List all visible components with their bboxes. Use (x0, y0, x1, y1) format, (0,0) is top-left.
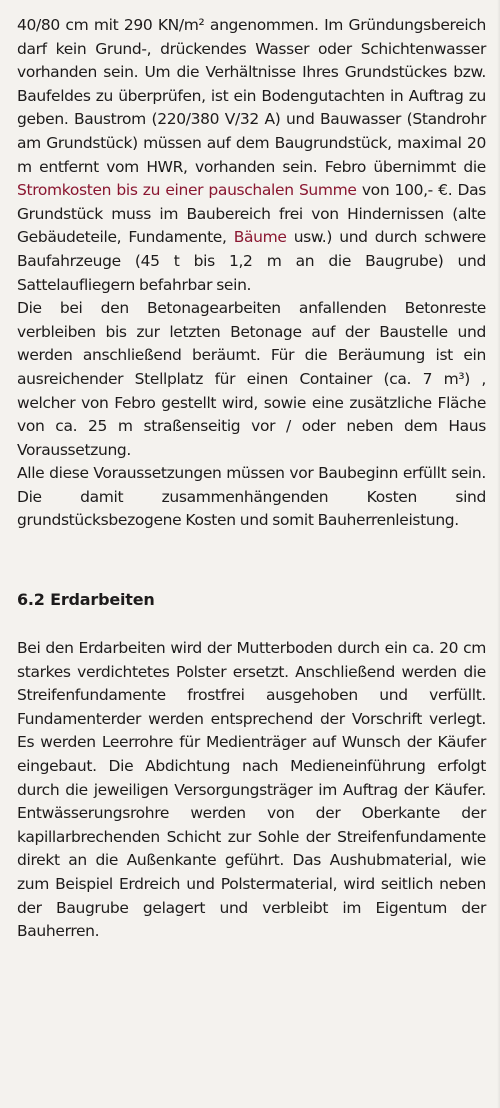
paragraph-site-requirements (17, 14, 486, 297)
section-heading: 6.2 Erdarbeiten (17, 590, 155, 610)
paragraph-preconditions: Alle diese Voraussetzungen müssen vor Baubeginn erfüllt sein. Die damit zusammenhängenden Kosten sind grundstücksbezogene Kosten und somit Bauherrenleistung. (17, 464, 486, 530)
text-segment: 40/80 cm mit 290 KN/m² angenommen. Im Gründungsbereich darf kein Grund-, drückendes Wasser oder Schichtenwasser vorhanden sein. Um die Verhältnisse Ihres Grundstückes bzw. Baufeldes zu überprüfen, ist ein Bodengutachten in Auftrag zu geben. Baustrom (220/380 V/32 A) und Bauwasser (Standrohr am Grundstück) müssen auf dem Baugrundstück, maximal 20 m entfernt vom HWR, vorhanden sein. Febro übernimmt die (17, 16, 486, 176)
highlighted-text-trees: Bäume (233, 228, 287, 247)
text-segment: usw.) und durch schwere Baufahrzeuge (45 t bis 1,2 m an die Baugrube) und Sattelaufliegern befahrbar sein. (17, 228, 486, 294)
paragraph-earthworks: Bei den Erdarbeiten wird der Mutterboden durch ein ca. 20 cm starkes verdichtetes Polster ersetzt. Anschließend werden die Streifenfundamente frostfrei ausgehoben und verfüllt. Fundamenterder werden entsprechend der Vorschrift verlegt. Es werden Leerrohre für Medienträger auf Wunsch der Käufer eingebaut. Die Abdichtung nach Medieneinführung erfolgt durch die jeweiligen Versorgungsträger im Auftrag der Käufer. Entwässerungsrohre werden von der Oberkante der kapillarbrechenden Schicht zur Sohle der Streifenfundamente direkt an die Außenkante geführt. Das Aushubmaterial, wie zum Beispiel Erdreich und Polstermaterial, wird seitlich neben der Baugrube gelagert und verbleibt im Eigentum der Bauherren. (17, 639, 486, 941)
paragraph-concrete-residues: Die bei den Betonagearbeiten anfallenden Betonreste verbleiben bis zur letzten Betonage auf der Baustelle und werden anschließend beräumt. Für die Beräumung ist ein ausreichender Stellplatz für einen Container (ca. 7 m³) , welcher von Febro gestellt wird, sowie eine zusätzliche Fläche von ca. 25 m straßenseitig vor / oder neben dem Haus Voraussetzung. (17, 299, 486, 459)
text-segment: von 100,- €. Das Grundstück muss im Baubereich frei von Hindernissen (alte Gebäudeteile, Fundamente, (17, 181, 486, 247)
highlighted-text-power-costs: Stromkosten bis zu einer pauschalen Summe (17, 181, 357, 200)
